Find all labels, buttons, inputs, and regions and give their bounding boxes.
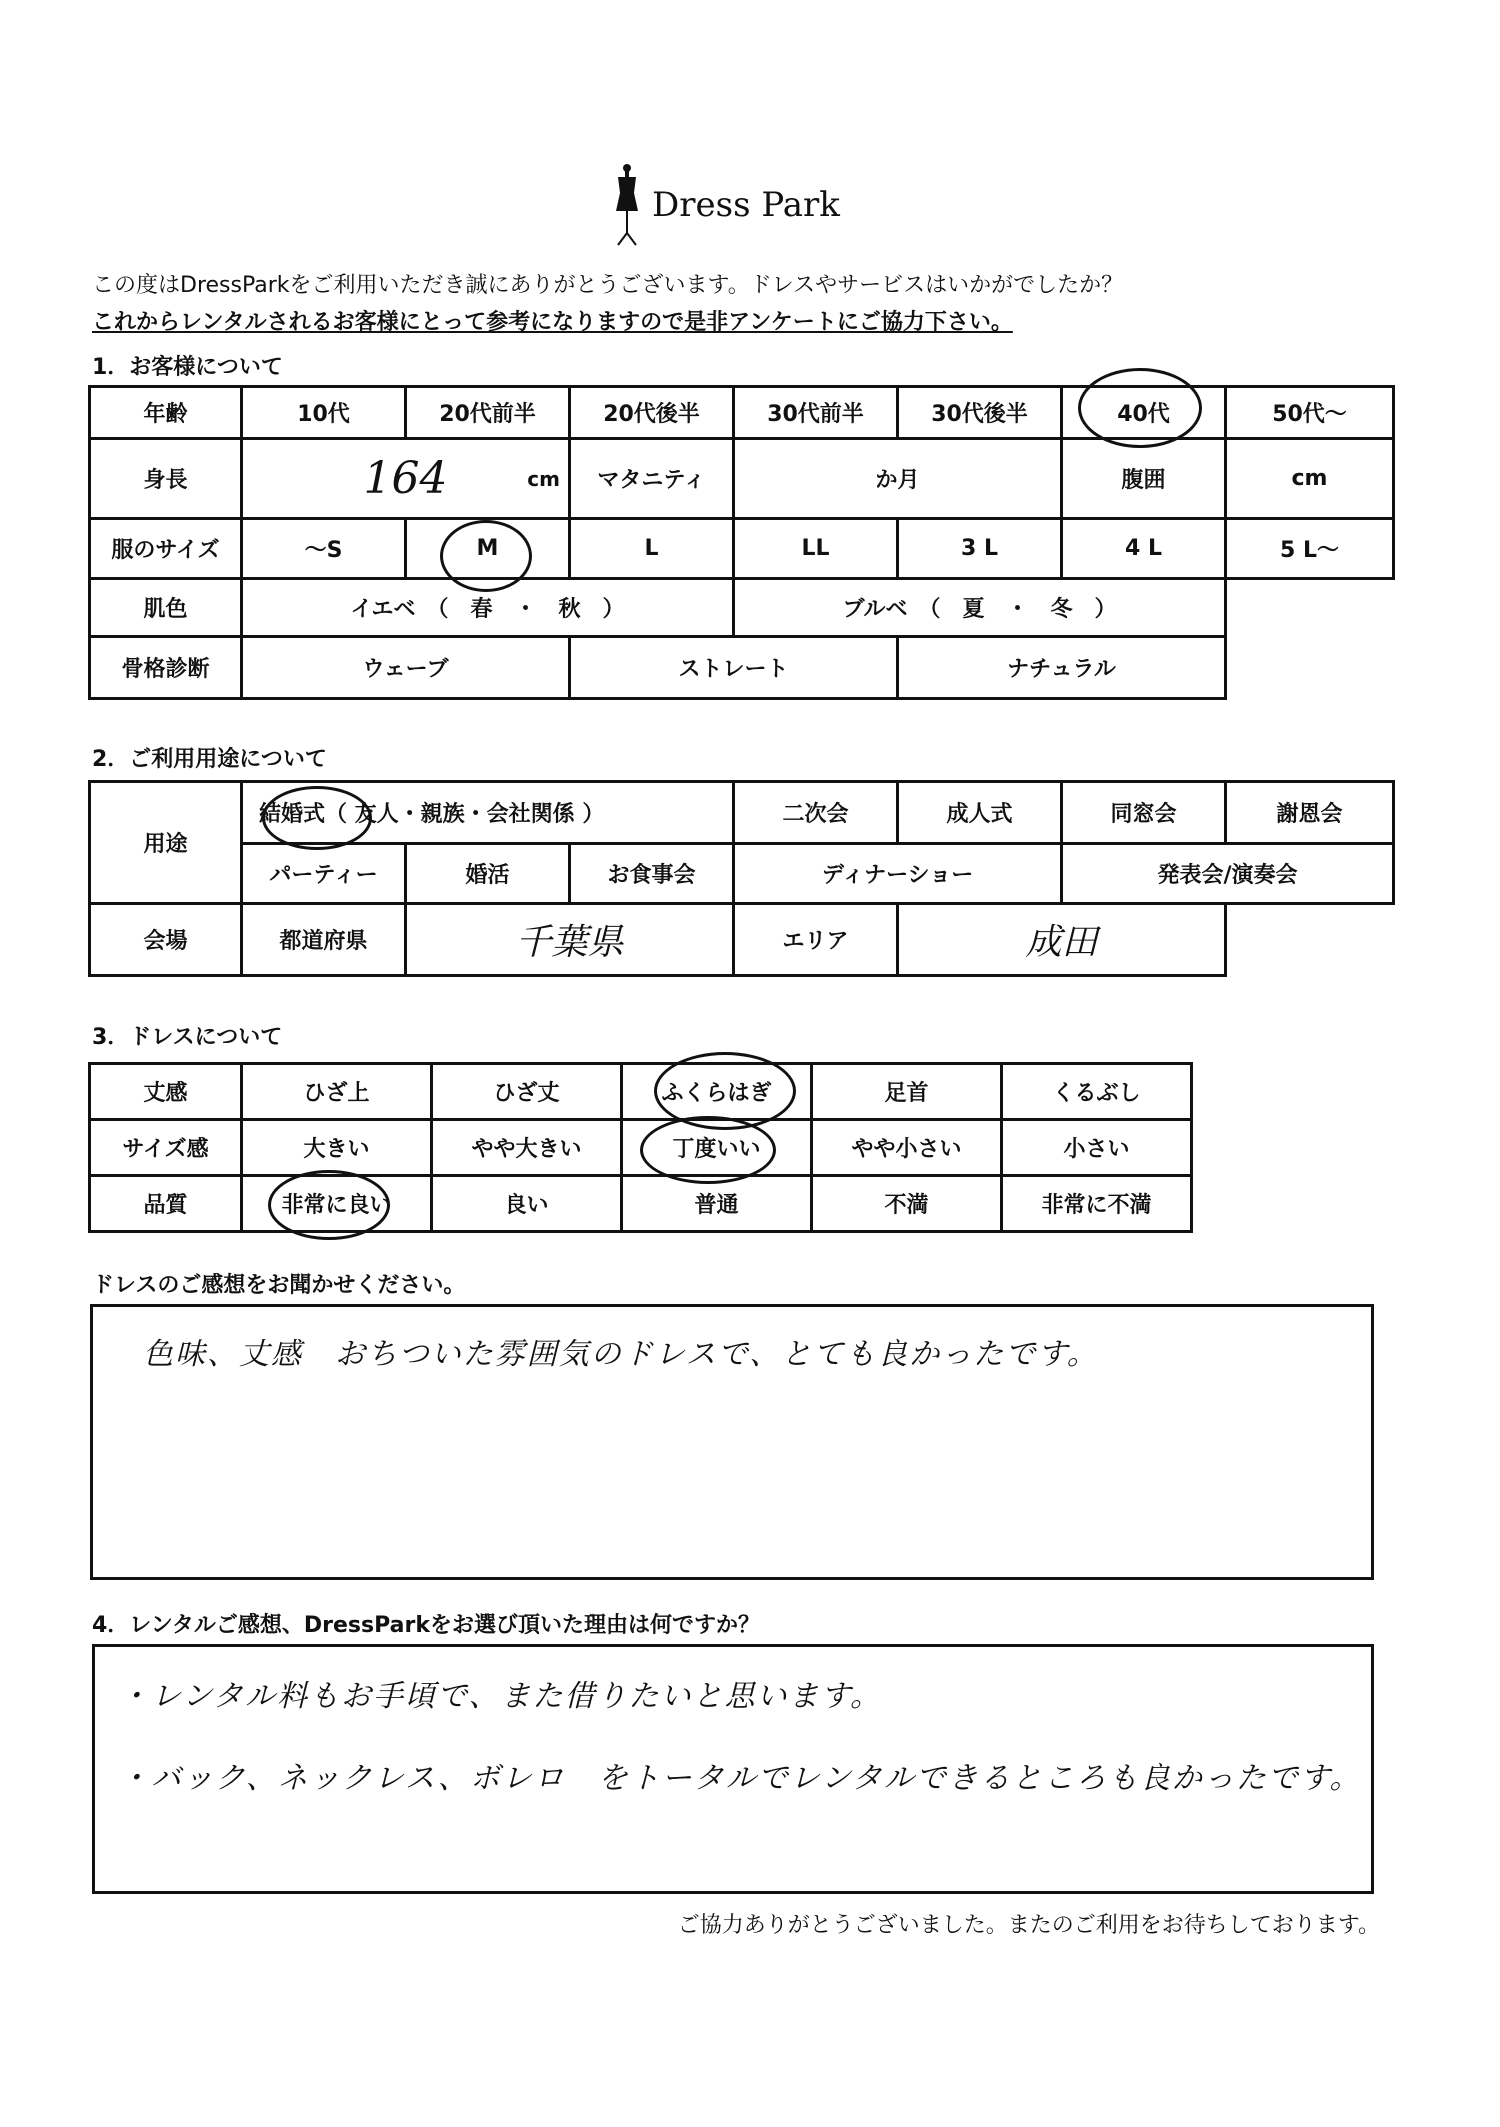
waist-field[interactable] xyxy=(1226,439,1394,519)
quality-option[interactable]: 不満 xyxy=(812,1176,1002,1232)
rental-comment-box[interactable] xyxy=(92,1644,1374,1894)
size-label: 服のサイズ xyxy=(90,519,242,579)
age-option[interactable]: 30代前半 xyxy=(734,387,898,439)
age-option-selected[interactable]: 40代 xyxy=(1062,387,1226,439)
rental-comment-line1: ・レンタル料もお手頃で、また借りたいと思います。 xyxy=(119,1679,883,1714)
skeleton-option[interactable]: ナチュラル xyxy=(898,637,1226,699)
maternity-unit: か月 xyxy=(875,468,920,493)
venue-label: 会場 xyxy=(90,904,242,976)
rental-comment-line2: ・バック、ネックレス、ボレロ をトータルでレンタルできるところも良かったです。 xyxy=(119,1761,1362,1796)
length-option[interactable]: ひざ上 xyxy=(242,1064,432,1120)
age-option[interactable]: 30代後半 xyxy=(898,387,1062,439)
purpose-option[interactable]: 成人式 xyxy=(898,782,1062,844)
fit-option-selected[interactable]: 丁度いい xyxy=(622,1120,812,1176)
age-option[interactable]: 20代前半 xyxy=(406,387,570,439)
quality-label: 品質 xyxy=(90,1176,242,1232)
quality-option[interactable]: 普通 xyxy=(622,1176,812,1232)
size-option[interactable]: 3 L xyxy=(898,519,1062,579)
fit-option[interactable]: 大きい xyxy=(242,1120,432,1176)
age-option[interactable]: 50代～ xyxy=(1226,387,1394,439)
length-option[interactable]: くるぶし xyxy=(1002,1064,1192,1120)
skin-option-yellow[interactable]: イエベ （ 春 ・ 秋 ） xyxy=(242,579,734,637)
dress-comment-text: 色味、丈感 おちついた雰囲気のドレスで、とても良かったです。 xyxy=(143,1337,1099,1372)
height-field[interactable] xyxy=(242,439,570,519)
height-value: 164 xyxy=(363,453,448,504)
fit-option[interactable]: やや小さい xyxy=(812,1120,1002,1176)
age-option[interactable]: 20代後半 xyxy=(570,387,734,439)
purpose-option[interactable]: 婚活 xyxy=(406,844,570,904)
size-option-selected[interactable]: M xyxy=(406,519,570,579)
length-option-selected[interactable]: ふくらはぎ xyxy=(622,1064,812,1120)
skeleton-label: 骨格診断 xyxy=(90,637,242,699)
dress-form-icon xyxy=(612,163,642,247)
maternity-field[interactable] xyxy=(734,439,1062,519)
purpose-option[interactable]: 発表会/演奏会 xyxy=(1062,844,1394,904)
prefecture-value: 千葉県 xyxy=(515,922,624,963)
quality-option[interactable]: 良い xyxy=(432,1176,622,1232)
skin-label: 肌色 xyxy=(90,579,242,637)
length-label: 丈感 xyxy=(90,1064,242,1120)
age-option[interactable]: 10代 xyxy=(242,387,406,439)
section3-title: 3．ドレスについて xyxy=(92,1025,283,1050)
size-option[interactable]: ～S xyxy=(242,519,406,579)
intro-text: この度はDressParkをご利用いただき誠にありがとうございます。ドレスやサービスはいかがでしたか？ xyxy=(92,273,1124,298)
brand-name: Dress Park xyxy=(652,185,840,225)
purpose-option-wedding[interactable] xyxy=(242,782,734,844)
size-option[interactable]: 4 L xyxy=(1062,519,1226,579)
wedding-label: 結婚式 xyxy=(259,802,326,827)
quality-option[interactable]: 非常に不満 xyxy=(1002,1176,1192,1232)
skeleton-option[interactable]: ストレート xyxy=(570,637,898,699)
maternity-label: マタニティ xyxy=(570,439,734,519)
age-label: 年齢 xyxy=(90,387,242,439)
fit-option[interactable]: 小さい xyxy=(1002,1120,1192,1176)
wedding-detail: （ 友人・親族・会社関係 ） xyxy=(325,802,605,827)
section4-title: 4．レンタルご感想、DressParkをお選び頂いた理由は何ですか？ xyxy=(92,1613,760,1638)
dress-comment-prompt: ドレスのご感想をお聞かせください。 xyxy=(92,1273,466,1298)
customer-table xyxy=(88,385,1395,700)
purpose-option[interactable]: ディナーショー xyxy=(734,844,1062,904)
skin-option-blue[interactable]: ブルベ （ 夏 ・ 冬 ） xyxy=(734,579,1226,637)
dress-comment-box[interactable] xyxy=(90,1304,1374,1580)
purpose-table xyxy=(88,780,1395,977)
size-option[interactable]: L xyxy=(570,519,734,579)
empty-cell xyxy=(1226,579,1394,637)
waist-unit: cm xyxy=(1291,466,1328,491)
empty-cell xyxy=(1226,637,1394,699)
purpose-option[interactable]: 同窓会 xyxy=(1062,782,1226,844)
length-option[interactable]: 足首 xyxy=(812,1064,1002,1120)
empty-cell xyxy=(1226,904,1394,976)
purpose-label: 用途 xyxy=(90,782,242,904)
skeleton-option[interactable]: ウェーブ xyxy=(242,637,570,699)
area-label: エリア xyxy=(734,904,898,976)
size-option[interactable]: LL xyxy=(734,519,898,579)
purpose-option[interactable]: 謝恩会 xyxy=(1226,782,1394,844)
dress-table xyxy=(88,1062,1193,1233)
area-field[interactable] xyxy=(898,904,1226,976)
section1-title: 1．お客様について xyxy=(92,355,283,380)
purpose-option[interactable]: 二次会 xyxy=(734,782,898,844)
section2-title: 2．ご利用用途について xyxy=(92,747,327,772)
size-option[interactable]: 5 L～ xyxy=(1226,519,1394,579)
prefecture-field[interactable] xyxy=(406,904,734,976)
brand-logo xyxy=(612,160,840,250)
area-value: 成田 xyxy=(1025,922,1098,963)
purpose-option[interactable]: パーティー xyxy=(242,844,406,904)
prefecture-label: 都道府県 xyxy=(242,904,406,976)
height-label: 身長 xyxy=(90,439,242,519)
quality-option-selected[interactable]: 非常に良い xyxy=(242,1176,432,1232)
length-option[interactable]: ひざ丈 xyxy=(432,1064,622,1120)
height-unit: cm xyxy=(527,466,560,491)
closing-message: ご協力ありがとうございました。またのご利用をお待ちしております。 xyxy=(677,1913,1380,1938)
intro-request: これからレンタルされるお客様にとって参考になりますので是非アンケートにご協力下さい。 xyxy=(92,310,1013,335)
fit-label: サイズ感 xyxy=(90,1120,242,1176)
fit-option[interactable]: やや大きい xyxy=(432,1120,622,1176)
waist-label: 腹囲 xyxy=(1062,439,1226,519)
purpose-option[interactable]: お食事会 xyxy=(570,844,734,904)
